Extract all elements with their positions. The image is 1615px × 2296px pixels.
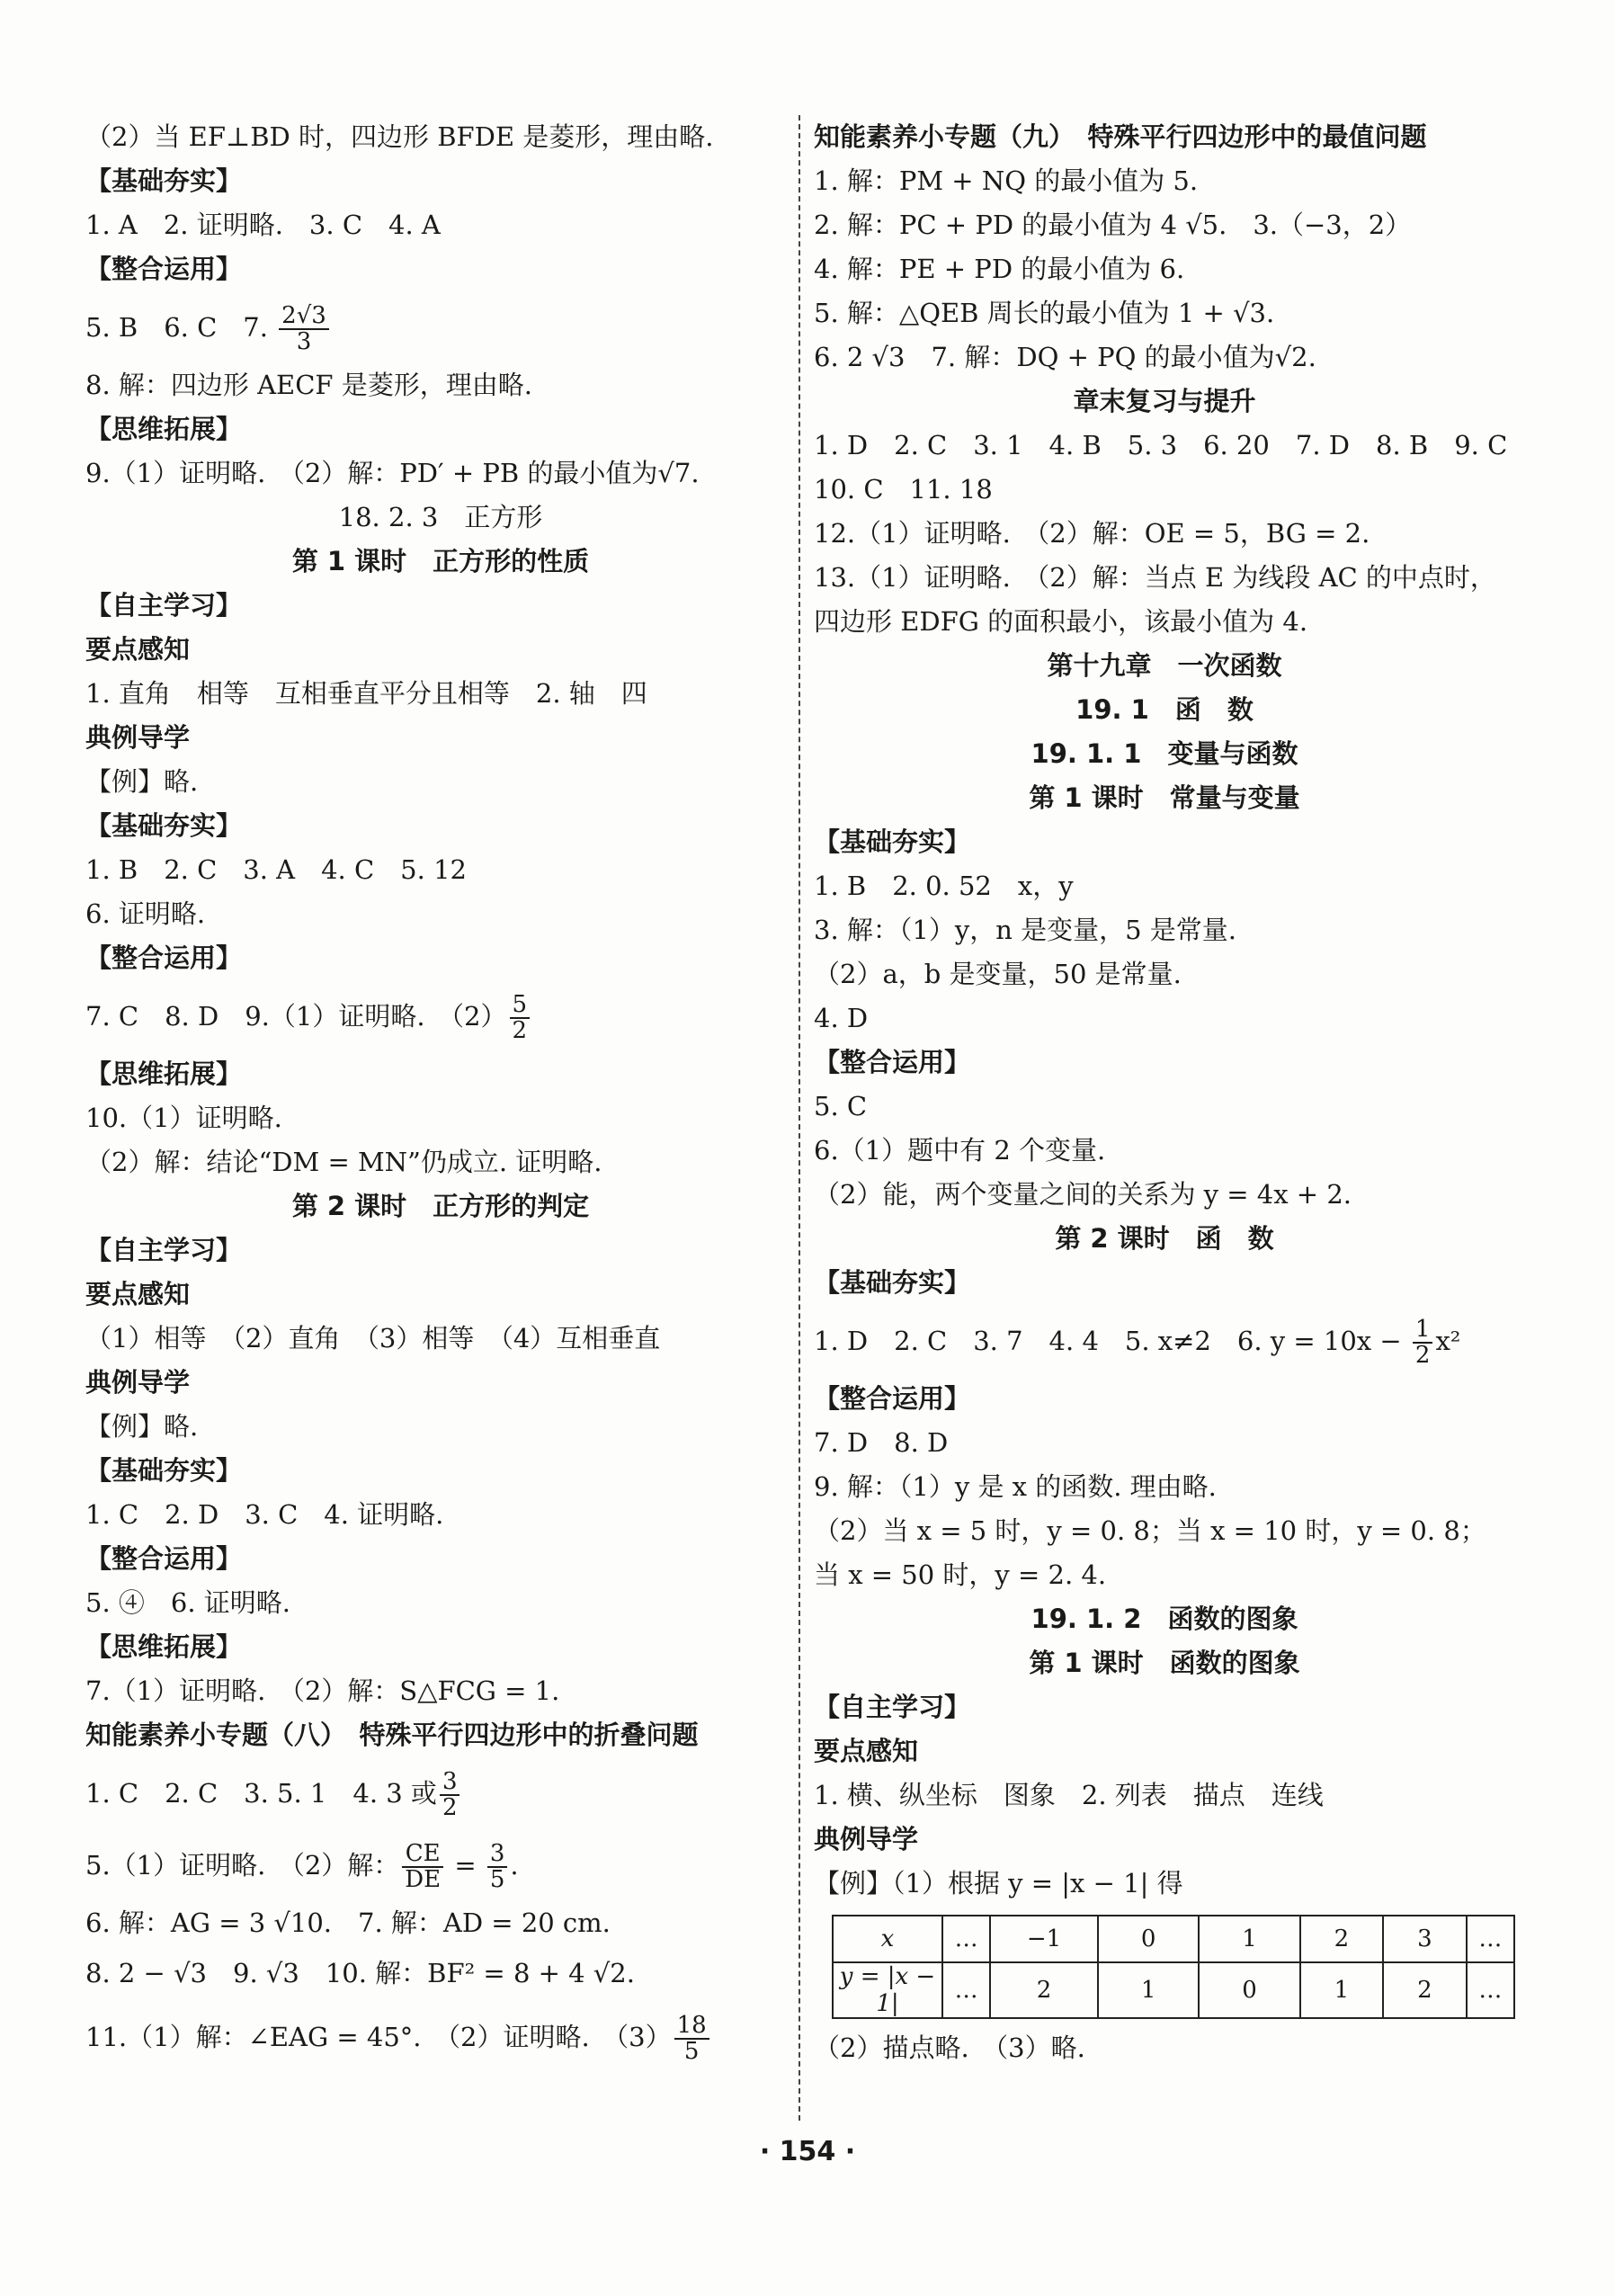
line-text: 11.（1）解：∠EAG = 45°. （2）证明略. （3） (85, 2022, 672, 2052)
answer-line (85, 1273, 796, 1317)
column-divider (799, 115, 800, 2121)
section-title (814, 776, 1515, 820)
line-text: 1. B 2. 0. 52 x，y (814, 871, 1074, 901)
line-text: 【基础夯实】 (85, 165, 243, 196)
line-text: 第 1 课时 函数的图象 (1029, 1648, 1300, 1678)
answer-line (814, 247, 1515, 291)
answer-line (85, 2001, 796, 2073)
line-text: 【思维拓展】 (85, 414, 243, 444)
line-text: 9.（1）证明略. （2）解：PD′ + PB 的最小值为√7. (85, 458, 700, 488)
line-text: 【自主学习】 (814, 1692, 971, 1722)
line-text: 8. 解：四边形 AECF 是菱形，理由略. (85, 370, 532, 400)
line-text: x² (1435, 1326, 1461, 1356)
answer-line (814, 1509, 1515, 1553)
section-heading (85, 584, 796, 628)
fraction (1413, 1315, 1433, 1369)
answer-line (85, 1901, 796, 1945)
table-cell: 1 (1199, 1916, 1299, 1962)
fraction-numerator: CE (402, 1842, 443, 1868)
line-text: 知能素养小专题（八） 特殊平行四边形中的折叠问题 (85, 1720, 699, 1750)
line-text: （2）当 EF⊥BD 时，四边形 BFDE 是菱形，理由略. (85, 121, 714, 152)
line-text: 1. 解：PM + NQ 的最小值为 5. (814, 165, 1199, 196)
answer-line (814, 556, 1515, 600)
line-text: 1. B 2. C 3. A 4. C 5. 12 (85, 854, 467, 885)
page-number: · 154 · (759, 2136, 856, 2167)
right-lines (814, 115, 1515, 1906)
line-text: 【基础夯实】 (814, 826, 971, 857)
line-text: 1. 直角 相等 互相垂直平分且相等 2. 轴 四 (85, 678, 647, 709)
line-text: 典例导学 (85, 1367, 191, 1398)
answer-line (814, 468, 1515, 512)
section-heading (85, 1052, 796, 1096)
answer-line (85, 451, 796, 496)
line-text: 典例导学 (85, 722, 191, 753)
line-text: 要点感知 (85, 634, 191, 665)
line-text: 1. C 2. D 3. C 4. 证明略. (85, 1499, 444, 1530)
answer-line (814, 424, 1515, 468)
answer-line (85, 892, 796, 936)
section-heading (85, 1537, 796, 1581)
answer-line (85, 1405, 796, 1449)
line-text: （2）a，b 是变量，50 是常量. (814, 959, 1182, 989)
answer-line (85, 291, 796, 363)
table-cell: 2 (1383, 1962, 1467, 2018)
line-text: 19. 1 函 数 (1075, 694, 1254, 725)
answer-line (814, 1553, 1515, 1597)
fraction-numerator: 3 (487, 1842, 508, 1868)
line-text: . (510, 1850, 519, 1881)
answer-line (814, 1773, 1515, 1818)
line-text: = (446, 1850, 485, 1881)
left-column (85, 115, 796, 2073)
answer-line (814, 1421, 1515, 1465)
answer-line (814, 600, 1515, 644)
table-cell: 0 (1199, 1962, 1299, 2018)
table-row (833, 1916, 1514, 1962)
fraction (487, 1839, 508, 1893)
line-text: 【例】（1）根据 y = |x − 1| 得 (814, 1868, 1183, 1898)
answer-line (85, 848, 796, 892)
section-title (814, 1641, 1515, 1685)
fraction (510, 990, 531, 1044)
line-text: 6. 2 √3 7. 解：DQ + PQ 的最小值为√2. (814, 342, 1316, 372)
fraction-denominator: DE (405, 1866, 442, 1893)
section-heading (814, 1041, 1515, 1085)
table-cell: 3 (1383, 1916, 1467, 1962)
section-title (814, 380, 1515, 424)
line-text: 【整合运用】 (85, 1543, 243, 1574)
answer-line (814, 1818, 1515, 1862)
section-title (85, 1184, 796, 1228)
line-text: 10.（1）证明略. (85, 1103, 282, 1133)
answer-line (85, 1945, 796, 2001)
answer-line (85, 1140, 796, 1184)
answer-line (85, 1713, 796, 1757)
after-table-line: （2）描点略. （3）略. (814, 2032, 1085, 2063)
right-column (814, 115, 1515, 2070)
line-text: 6. 证明略. (85, 898, 206, 929)
line-text: 第十九章 一次函数 (1047, 650, 1282, 681)
line-text: 【思维拓展】 (85, 1631, 243, 1662)
line-text: 1. D 2. C 3. 7 4. 4 5. x≠2 6. y = 10x − (814, 1326, 1410, 1356)
line-text: 12.（1）证明略. （2）解：OE = 5，BG = 2. (814, 518, 1370, 549)
fraction-numerator: 1 (1413, 1318, 1433, 1344)
line-text: 第 2 课时 正方形的判定 (291, 1191, 590, 1221)
section-title (814, 732, 1515, 776)
answer-line (85, 115, 796, 159)
answer-line (85, 1096, 796, 1140)
line-text: 要点感知 (85, 1279, 191, 1309)
fraction-denominator: 2 (442, 1794, 458, 1821)
table-cell: −1 (990, 1916, 1098, 1962)
line-text: 7. D 8. D (814, 1427, 949, 1458)
table-cell: 2 (990, 1962, 1098, 2018)
line-text: 【整合运用】 (814, 1047, 971, 1077)
table-header-cell: y = |x − 1| (833, 1962, 942, 2018)
fraction (279, 301, 329, 355)
answer-line (85, 1581, 796, 1625)
table-cell: … (1467, 1962, 1514, 2018)
answer-line (85, 1669, 796, 1713)
line-text: 【基础夯实】 (85, 1455, 243, 1486)
line-text: 要点感知 (814, 1736, 919, 1766)
table-cell: 1 (1300, 1962, 1384, 2018)
line-text: 4. 解：PE + PD 的最小值为 6. (814, 254, 1185, 284)
line-text: 5. ④ 6. 证明略. (85, 1587, 290, 1618)
line-text: 19. 1. 1 变量与函数 (1031, 738, 1298, 769)
answer-line (814, 908, 1515, 952)
answer-line (85, 203, 796, 247)
answer-line (814, 512, 1515, 556)
answer-line (814, 996, 1515, 1041)
line-text: 第 1 课时 正方形的性质 (291, 546, 590, 576)
line-text: 4. D (814, 1003, 869, 1033)
answer-line (85, 760, 796, 804)
line-text: 【例】略. (85, 766, 199, 797)
answer-line (814, 203, 1515, 247)
line-text: 18. 2. 3 正方形 (338, 502, 543, 532)
line-text: 【整合运用】 (814, 1383, 971, 1414)
answer-line (814, 1465, 1515, 1509)
answer-line (814, 1305, 1515, 1377)
table-cell: 2 (1300, 1916, 1384, 1962)
line-text: 2. 解：PC + PD 的最小值为 4 √5. 3.（−3，2） (814, 210, 1412, 240)
answer-line (85, 1317, 796, 1361)
section-heading (85, 159, 796, 203)
line-text: 【自主学习】 (85, 590, 243, 621)
line-text: 5. B 6. C 7. (85, 312, 277, 343)
answer-line (814, 952, 1515, 996)
fraction-numerator: 2√3 (279, 304, 329, 330)
answer-line (814, 1085, 1515, 1129)
section-heading (85, 936, 796, 980)
fraction-numerator: 3 (440, 1770, 460, 1796)
line-text: 1. D 2. C 3. 1 4. B 5. 3 6. 20 7. D 8. B 9. C (814, 430, 1508, 460)
line-text: 典例导学 (814, 1824, 919, 1854)
section-heading (85, 1625, 796, 1669)
fraction (674, 2011, 709, 2065)
line-text: （2）当 x = 5 时，y = 0. 8；当 x = 10 时，y = 0. 8； (814, 1515, 1486, 1546)
table-header-cell: x (833, 1916, 942, 1962)
answer-line (814, 1129, 1515, 1173)
section-title (814, 644, 1515, 688)
section-title (85, 540, 796, 584)
line-text: 【自主学习】 (85, 1235, 243, 1265)
answer-line (85, 1829, 796, 1901)
line-text: 【例】略. (85, 1411, 199, 1442)
line-text: 第 1 课时 常量与变量 (1029, 782, 1300, 813)
answer-line (814, 1729, 1515, 1773)
table-cell: … (942, 1962, 990, 2018)
line-text: 6. 解：AG = 3 √10. 7. 解：AD = 20 cm. (85, 1907, 611, 1938)
line-text: 1. C 2. C 3. 5. 1 4. 3 或 (85, 1778, 437, 1809)
line-text: 5.（1）证明略. （2）解： (85, 1850, 400, 1881)
line-text: 19. 1. 2 函数的图象 (1031, 1604, 1298, 1634)
line-text: （2）能，两个变量之间的关系为 y = 4x + 2. (814, 1179, 1352, 1210)
line-text: 当 x = 50 时，y = 2. 4. (814, 1559, 1107, 1590)
fraction-numerator: 18 (674, 2014, 709, 2040)
line-text: 6.（1）题中有 2 个变量. (814, 1135, 1106, 1166)
section-heading (814, 820, 1515, 864)
line-text: 5. C (814, 1091, 868, 1121)
section-title (85, 496, 796, 540)
answer-line (85, 1757, 796, 1829)
section-heading (85, 1449, 796, 1493)
fraction-denominator: 2 (512, 1017, 528, 1044)
table-row (833, 1962, 1514, 2018)
answer-line (814, 1862, 1515, 1906)
answer-line (814, 1173, 1515, 1217)
line-text: 7.（1）证明略. （2）解：S△FCG = 1. (85, 1675, 560, 1706)
line-text: 第 2 课时 函 数 (1055, 1223, 1274, 1254)
answer-line (814, 159, 1515, 203)
line-text: 5. 解：△QEB 周长的最小值为 1 + √3. (814, 298, 1275, 328)
answer-line (85, 363, 796, 407)
line-text: 1. 横、纵坐标 图象 2. 列表 描点 连线 (814, 1780, 1324, 1810)
section-heading (814, 1261, 1515, 1305)
answer-line (85, 716, 796, 760)
section-heading (85, 804, 796, 848)
line-text: 13.（1）证明略. （2）解：当点 E 为线段 AC 的中点时， (814, 562, 1496, 593)
line-text: 【基础夯实】 (814, 1267, 971, 1298)
line-text: 9. 解：（1）y 是 x 的函数. 理由略. (814, 1471, 1217, 1502)
section-title (814, 1597, 1515, 1641)
line-text: 章末复习与提升 (1073, 386, 1256, 416)
value-table (832, 1915, 1515, 2019)
table-cell: … (1467, 1916, 1514, 1962)
line-text: （2）解：结论“DM = MN”仍成立. 证明略. (85, 1147, 602, 1177)
section-heading (814, 1685, 1515, 1729)
table-cell: 0 (1098, 1916, 1199, 1962)
section-heading (85, 407, 796, 451)
fraction-denominator: 5 (683, 2038, 700, 2065)
answer-line (85, 628, 796, 672)
section-title (814, 688, 1515, 732)
answer-line (814, 335, 1515, 380)
line-text: 【整合运用】 (85, 254, 243, 284)
line-text: 7. C 8. D 9.（1）证明略. （2） (85, 1001, 507, 1032)
fraction (402, 1839, 443, 1893)
section-heading (85, 1228, 796, 1273)
section-heading (85, 247, 796, 291)
line-text: （1）相等 （2）直角 （3）相等 （4）互相垂直 (85, 1323, 661, 1353)
answer-line (814, 864, 1515, 908)
fraction (440, 1767, 460, 1821)
line-text: 【思维拓展】 (85, 1059, 243, 1089)
answer-line (85, 1361, 796, 1405)
answer-line (85, 1493, 796, 1537)
table-cell: … (942, 1916, 990, 1962)
line-text: 【整合运用】 (85, 943, 243, 973)
fraction-denominator: 5 (489, 1866, 505, 1893)
line-text: 10. C 11. 18 (814, 474, 993, 505)
fraction-denominator: 3 (296, 328, 312, 355)
line-text: 1. A 2. 证明略. 3. C 4. A (85, 210, 441, 240)
section-title (814, 1217, 1515, 1261)
line-text: 3. 解：（1）y，n 是变量，5 是常量. (814, 915, 1237, 945)
table-cell: 1 (1098, 1962, 1199, 2018)
line-text: 知能素养小专题（九） 特殊平行四边形中的最值问题 (814, 121, 1427, 152)
line-text: 四边形 EDFG 的面积最小，该最小值为 4. (814, 606, 1308, 637)
answer-line (85, 980, 796, 1052)
answer-line (85, 672, 796, 716)
answer-line (814, 115, 1515, 159)
fraction-denominator: 2 (1414, 1342, 1431, 1369)
answer-line (814, 291, 1515, 335)
line-text: 【基础夯实】 (85, 810, 243, 841)
fraction-numerator: 5 (510, 993, 531, 1019)
line-text: 8. 2 − √3 9. √3 10. 解：BF² = 8 + 4 √2. (85, 1958, 635, 1988)
section-heading (814, 1377, 1515, 1421)
